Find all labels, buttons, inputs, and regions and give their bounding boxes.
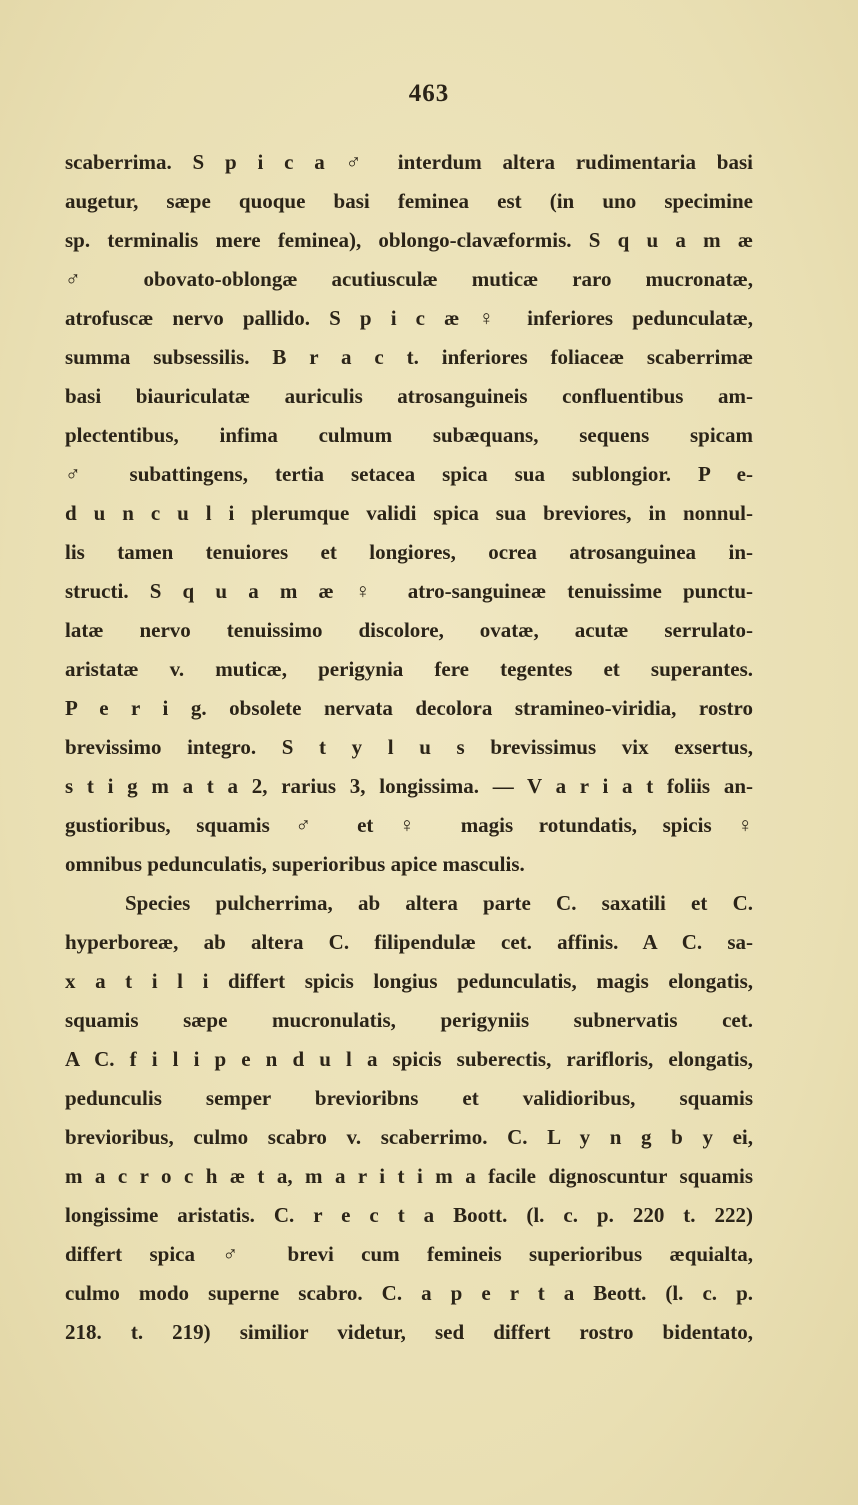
text-line: scaberrima. S p i c a ♂ interdum altera rudimentaria basi [65,150,753,174]
text-line: gustioribus, squamis ♂ et ♀ magis rotundatis, spicis ♀ [65,813,753,837]
text-line: pedunculis semper brevioribns et validioribus, squamis [65,1086,753,1110]
page-number: 463 [408,80,450,107]
text-line: summa subsessilis. B r a c t. inferiores foliaceæ scaberrimæ [65,345,753,369]
text-line: brevioribus, culmo scabro v. scaberrimo. C. L y n g b y ei, [65,1125,753,1149]
text-line: hyperboreæ, ab altera C. filipendulæ cet. affinis. A C. sa- [65,930,753,954]
text-line: omnibus pedunculatis, superioribus apice masculis. [65,852,525,876]
text-line: s t i g m a t a 2, rarius 3, longissima. — V a r i a t foliis an- [65,774,753,798]
text-line: basi biauriculatæ auriculis atrosanguineis confluentibus am- [65,384,753,408]
text-line: 218. t. 219) similior videtur, sed differt rostro bidentato, [65,1320,753,1344]
text-line: culmo modo superne scabro. C. a p e r t a Beott. (l. c. p. [65,1281,753,1305]
text-line: ♂ obovato-oblongæ acutiusculæ muticæ raro mucronatæ, [65,267,753,291]
text-line: P e r i g. obsolete nervata decolora stramineo-viridia, rostro [65,696,753,720]
text-line: x a t i l i differt spicis longius pedunculatis, magis elongatis, [65,969,753,993]
text-line: d u n c u l i plerumque validi spica sua breviores, in nonnul- [65,501,753,525]
text-line: latæ nervo tenuissimo discolore, ovatæ, acutæ serrulato- [65,618,753,642]
text-line: Species pulcherrima, ab altera parte C. saxatili et C. [125,891,753,915]
text-line: aristatæ v. muticæ, perigynia fere tegentes et superantes. [65,657,753,681]
text-line: augetur, sæpe quoque basi feminea est (in uno specimine [65,189,753,213]
text-line: A C. f i l i p e n d u l a spicis suberectis, rarifloris, elongatis, [65,1047,753,1071]
text-line: differt spica ♂ brevi cum femineis superioribus æquialta, [65,1242,753,1266]
text-line: brevissimo integro. S t y l u s brevissimus vix exsertus, [65,735,753,759]
page-body-text [65,143,753,1352]
text-line: longissime aristatis. C. r e c t a Boott. (l. c. p. 220 t. 222) [65,1203,753,1227]
text-line: ♂ subattingens, tertia setacea spica sua sublongior. P e- [65,462,753,486]
text-line: lis tamen tenuiores et longiores, ocrea atrosanguinea in- [65,540,753,564]
text-line: m a c r o c h æ t a, m a r i t i m a facile dignoscuntur squamis [65,1164,753,1188]
text-line: sp. terminalis mere feminea), oblongo-clavæformis. S q u a m æ [65,228,753,252]
text-line: structi. S q u a m æ ♀ atro-sanguineæ tenuissime punctu- [65,579,753,603]
text-line: atrofuscæ nervo pallido. S p i c æ ♀ inferiores pedunculatæ, [65,306,753,330]
text-line: squamis sæpe mucronulatis, perigyniis subnervatis cet. [65,1008,753,1032]
text-line: plectentibus, infima culmum subæquans, sequens spicam [65,423,753,447]
